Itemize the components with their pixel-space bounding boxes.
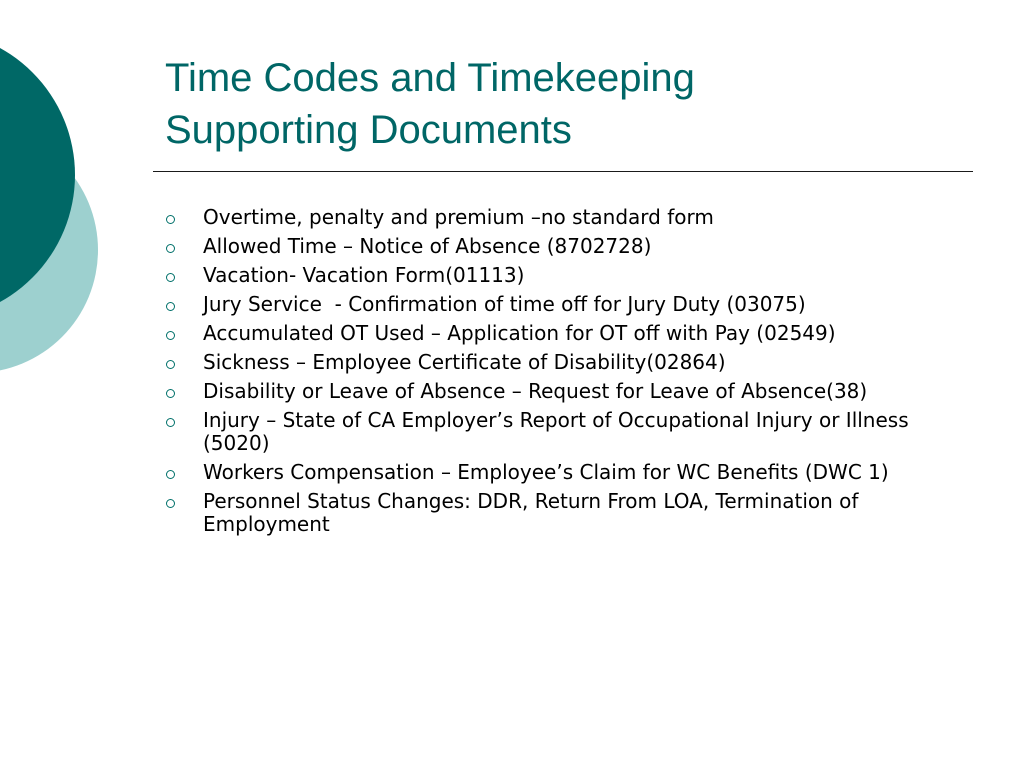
bullet-text: Sickness – Employee Certificate of Disability(02864) bbox=[203, 350, 726, 374]
bullet-text: Allowed Time – Notice of Absence (8702728) bbox=[203, 234, 652, 258]
circle-bullet-icon bbox=[166, 499, 175, 508]
bullet-item bbox=[165, 490, 965, 536]
bullet-text: Vacation- Vacation Form(01113) bbox=[203, 263, 525, 287]
bullet-text: Overtime, penalty and premium –no standard form bbox=[203, 205, 714, 229]
circle-bullet-icon bbox=[166, 389, 175, 398]
circle-bullet-icon bbox=[166, 360, 175, 369]
bullet-text: Jury Service - Confirmation of time off for Jury Duty (03075) bbox=[203, 292, 806, 316]
decorative-circles bbox=[0, 0, 120, 420]
bullet-text: Disability or Leave of Absence – Request for Leave of Absence(38) bbox=[203, 379, 868, 403]
bullet-item bbox=[165, 235, 965, 258]
bullet-item bbox=[165, 351, 965, 374]
circle-bullet-icon bbox=[166, 302, 175, 311]
bullet-text: Accumulated OT Used – Application for OT off with Pay (02549) bbox=[203, 321, 836, 345]
circle-bullet-icon bbox=[166, 418, 175, 427]
bullet-text: Injury – State of CA Employer’s Report of Occupational Injury or Illness (5020) bbox=[203, 408, 909, 455]
slide-title bbox=[165, 52, 695, 156]
bullet-item bbox=[165, 409, 965, 455]
circle-bullet-icon bbox=[166, 331, 175, 340]
circle-bullet-icon bbox=[166, 273, 175, 282]
bullet-list bbox=[165, 206, 965, 542]
bullet-item bbox=[165, 322, 965, 345]
bullet-text: Personnel Status Changes: DDR, Return From LOA, Termination of Employment bbox=[203, 489, 859, 536]
bullet-item bbox=[165, 461, 965, 484]
bullet-item bbox=[165, 206, 965, 229]
bullet-item bbox=[165, 380, 965, 403]
slide-title-line-2: Supporting Documents bbox=[165, 108, 572, 152]
bullet-text: Workers Compensation – Employee’s Claim for WC Benefits (DWC 1) bbox=[203, 460, 889, 484]
bullet-item bbox=[165, 293, 965, 316]
title-divider bbox=[153, 171, 973, 172]
circle-bullet-icon bbox=[166, 215, 175, 224]
circle-bullet-icon bbox=[166, 244, 175, 253]
slide-title-line-1: Time Codes and Timekeeping bbox=[165, 56, 695, 100]
bullet-item bbox=[165, 264, 965, 287]
circle-bullet-icon bbox=[166, 470, 175, 479]
